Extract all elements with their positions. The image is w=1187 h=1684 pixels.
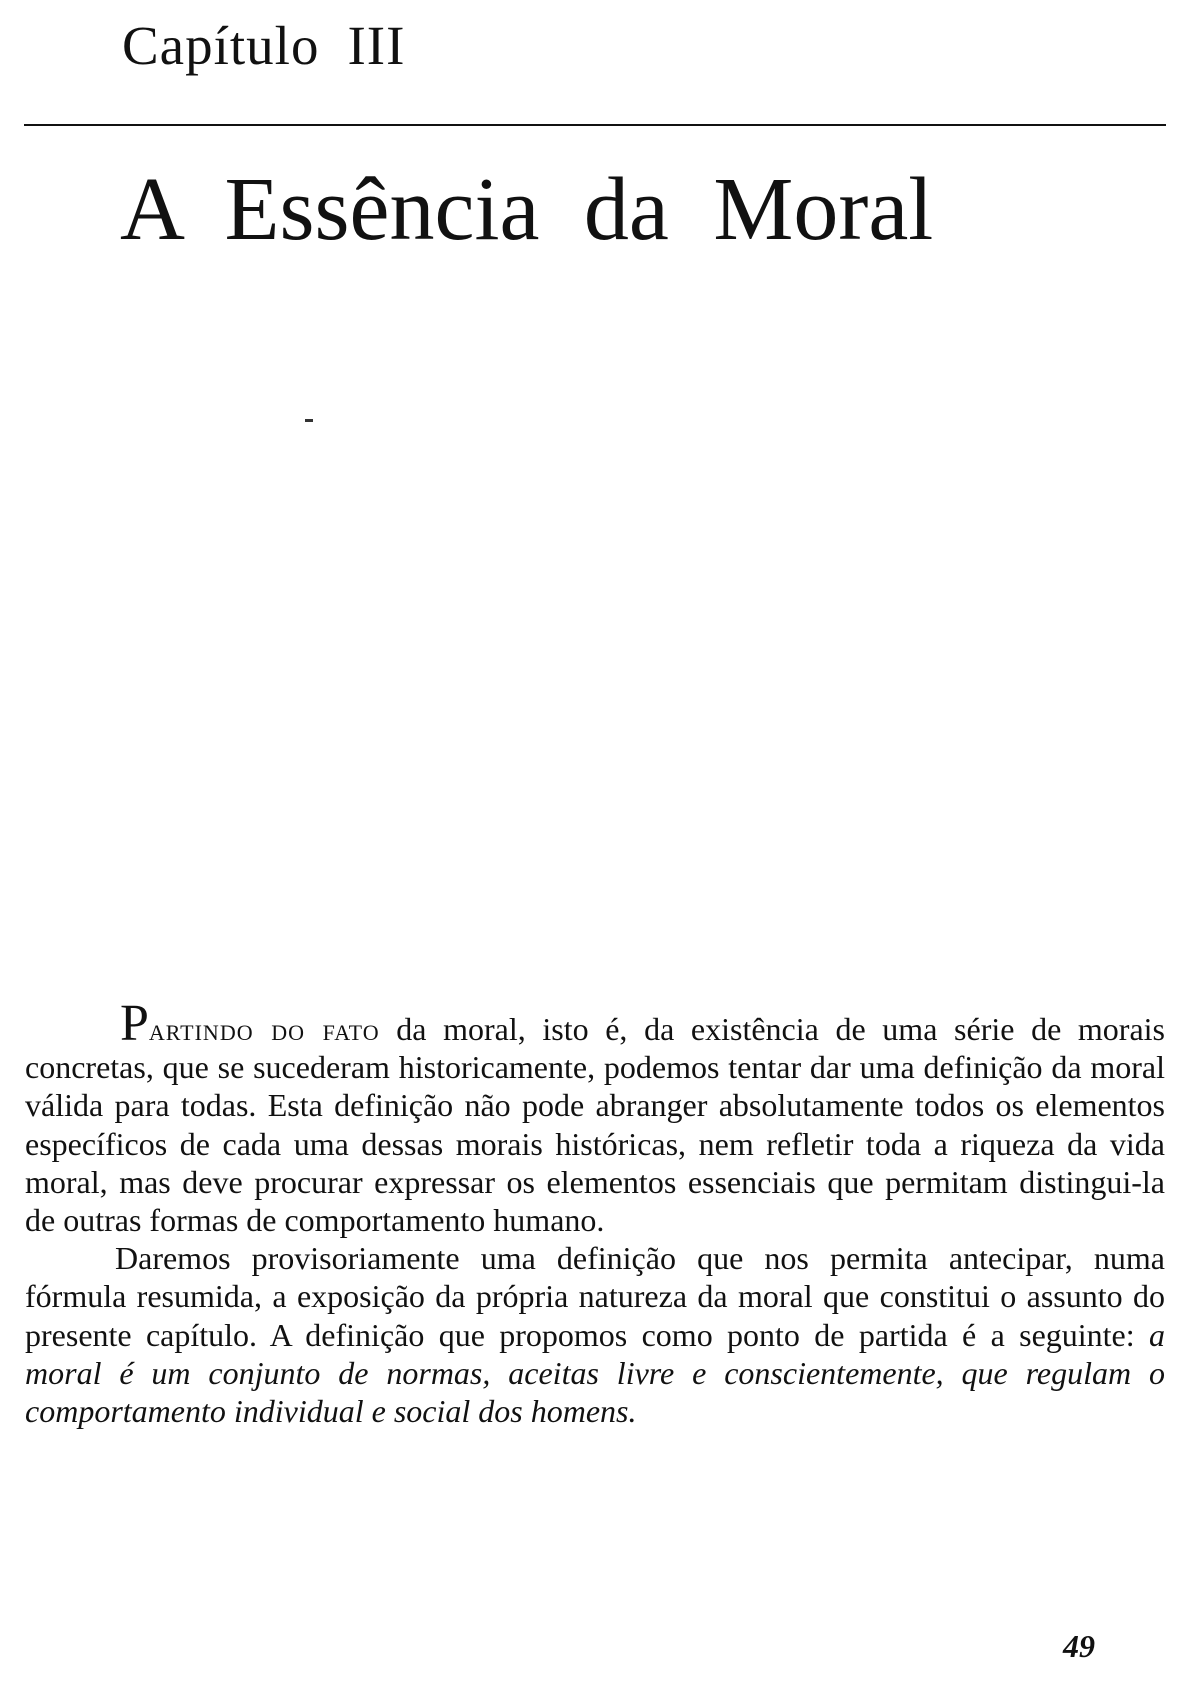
drop-cap: P bbox=[120, 995, 149, 1052]
chapter-number: III bbox=[347, 15, 406, 76]
paragraph-1 bbox=[25, 995, 1166, 1239]
chapter-divider bbox=[24, 124, 1166, 126]
chapter-title: A Essência da Moral bbox=[120, 160, 934, 259]
print-speck bbox=[305, 419, 313, 422]
chapter-word: Capítulo bbox=[122, 15, 320, 76]
definition-italic: a moral é um conjunto de normas, aceitas livre e conscientemente, que regulam o comportamento individual e social dos homens. bbox=[25, 1316, 1165, 1430]
paragraph-1-text: da moral, isto é, da existência de uma série de morais concretas, que se sucederam historicamente, podemos tentar dar uma definição da moral válida para todas. Esta definição não pode abranger absolutamente todos os elementos específicos de cada uma dessas morais históricas, nem refletir toda a riqueza da vida moral, mas deve procurar expressar os elementos essenciais que permitam distingui-la de outras formas de comportamento humano. bbox=[25, 1011, 1166, 1239]
page-number: 49 bbox=[1063, 1628, 1095, 1664]
body-text bbox=[25, 995, 1166, 1430]
opening-small-caps: artindo do fato bbox=[148, 1011, 380, 1047]
paragraph-2 bbox=[25, 1239, 1165, 1430]
chapter-label bbox=[122, 14, 405, 78]
paragraph-2-text: Daremos provisoriamente uma definição que nos permita antecipar, numa fórmula resumida, a exposição da própria natureza da moral que constitui o assunto do presente capítulo. A definição que propomos como ponto de partida é a seguinte: bbox=[25, 1240, 1165, 1353]
